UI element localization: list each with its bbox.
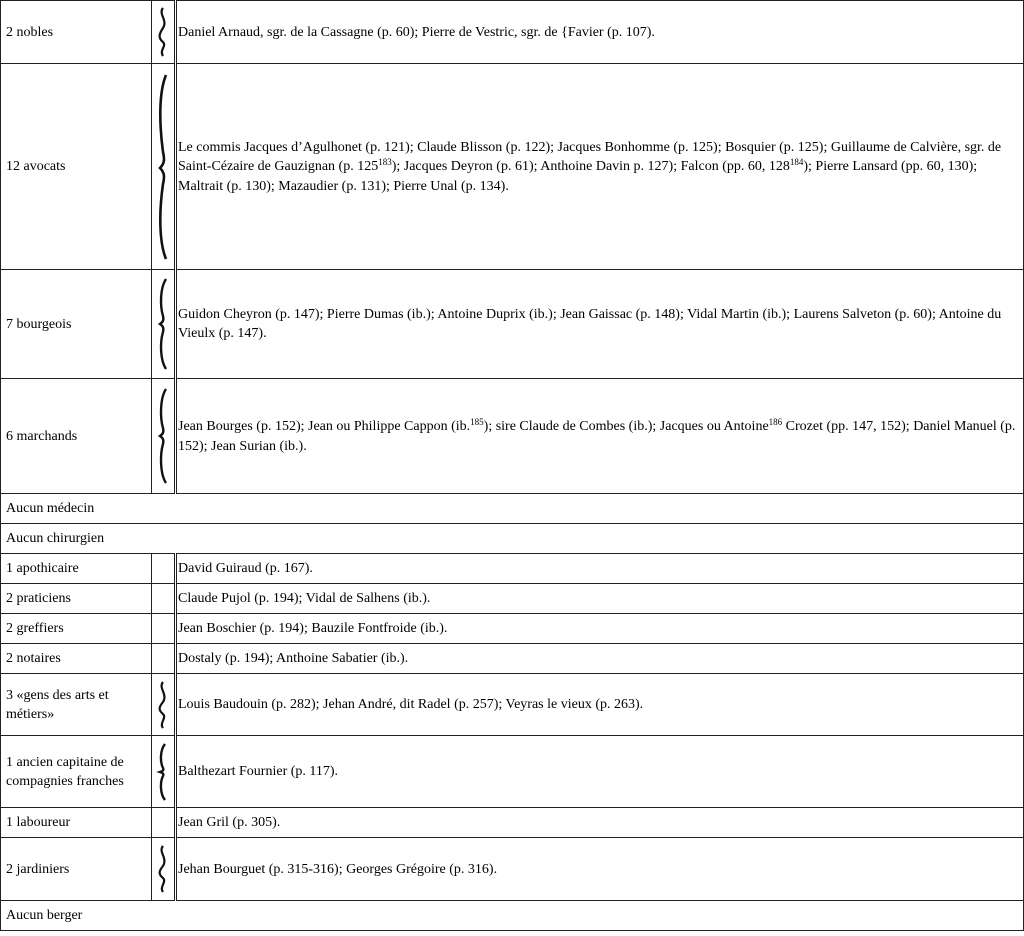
table-row bbox=[1, 644, 1024, 674]
table-row bbox=[1, 270, 1024, 379]
table-row bbox=[1, 674, 1024, 736]
brace-cell bbox=[152, 614, 176, 644]
names-cell: Jean Gril (p. 305). bbox=[176, 808, 1024, 838]
brace-icon bbox=[156, 386, 170, 486]
table-row bbox=[1, 614, 1024, 644]
brace-cell bbox=[152, 808, 176, 838]
names-text: ); Pierre Lansard (pp. 60, 130); Maltrait (p. 130); Mazaudier (p. 131); Pierre Unal (p. 134). bbox=[178, 158, 978, 194]
table-row bbox=[1, 838, 1024, 901]
brace-cell bbox=[152, 64, 176, 270]
names-text: ); Jacques Deyron (p. 61); Anthoine Davin p. 127); Falcon (pp. 60, 128 bbox=[391, 158, 790, 174]
table-row bbox=[1, 736, 1024, 808]
brace-cell bbox=[152, 270, 176, 379]
names-cell: Dostaly (p. 194); Anthoine Sabatier (ib.). bbox=[176, 644, 1024, 674]
full-width-cell: Aucun médecin bbox=[1, 494, 1024, 524]
footnote-ref: 185 bbox=[470, 416, 484, 427]
full-width-cell: Aucun berger bbox=[1, 901, 1024, 931]
names-text: Crozet (pp. 147, 152); Daniel Manuel (p. 152); Jean Surian (ib.). bbox=[178, 418, 1016, 454]
brace-cell bbox=[152, 584, 176, 614]
brace-icon bbox=[156, 6, 170, 58]
category-cell: 2 notaires bbox=[1, 644, 152, 674]
table-row bbox=[1, 524, 1024, 554]
table-row bbox=[1, 554, 1024, 584]
category-cell: 2 greffiers bbox=[1, 614, 152, 644]
brace-cell bbox=[152, 379, 176, 494]
brace-icon bbox=[156, 742, 170, 802]
footnote-ref: 183 bbox=[378, 156, 392, 167]
brace-icon bbox=[155, 72, 171, 262]
brace-icon bbox=[156, 680, 170, 730]
table-row bbox=[1, 494, 1024, 524]
names-cell bbox=[176, 379, 1024, 494]
names-cell: Balthezart Fournier (p. 117). bbox=[176, 736, 1024, 808]
footnote-ref: 186 bbox=[768, 416, 783, 427]
category-cell: 2 jardiniers bbox=[1, 838, 152, 901]
brace-icon bbox=[156, 844, 170, 894]
category-cell: 2 nobles bbox=[1, 1, 152, 64]
names-text: ); sire Claude de Combes (ib.); Jacques ou Antoine bbox=[483, 418, 769, 434]
names-cell: Claude Pujol (p. 194); Vidal de Salhens (ib.). bbox=[176, 584, 1024, 614]
names-cell: Louis Baudouin (p. 282); Jehan André, dit Radel (p. 257); Veyras le vieux (p. 263). bbox=[176, 674, 1024, 736]
names-cell: David Guiraud (p. 167). bbox=[176, 554, 1024, 584]
category-cell: 7 bourgeois bbox=[1, 270, 152, 379]
table-row bbox=[1, 808, 1024, 838]
category-cell: 1 ancien capitaine de compagnies franches bbox=[1, 736, 152, 808]
brace-cell bbox=[152, 1, 176, 64]
category-cell: 1 apothicaire bbox=[1, 554, 152, 584]
table-row bbox=[1, 1, 1024, 64]
brace-cell bbox=[152, 736, 176, 808]
names-cell: Jehan Bourguet (p. 315-316); Georges Grégoire (p. 316). bbox=[176, 838, 1024, 901]
category-cell: 12 avocats bbox=[1, 64, 152, 270]
full-width-cell: Aucun chirurgien bbox=[1, 524, 1024, 554]
table-row bbox=[1, 64, 1024, 270]
category-cell: 3 «gens des arts et métiers» bbox=[1, 674, 152, 736]
brace-icon bbox=[156, 276, 170, 372]
names-cell bbox=[176, 64, 1024, 270]
category-cell: 2 praticiens bbox=[1, 584, 152, 614]
table-row bbox=[1, 584, 1024, 614]
table-row bbox=[1, 901, 1024, 931]
names-cell: Jean Boschier (p. 194); Bauzile Fontfroide (ib.). bbox=[176, 614, 1024, 644]
category-cell: 1 laboureur bbox=[1, 808, 152, 838]
brace-cell bbox=[152, 838, 176, 901]
brace-cell bbox=[152, 644, 176, 674]
table-row bbox=[1, 379, 1024, 494]
brace-cell bbox=[152, 674, 176, 736]
names-cell: Guidon Cheyron (p. 147); Pierre Dumas (ib.); Antoine Duprix (ib.); Jean Gaissac (p. 148); Vidal Martin (ib.); Laurens Salveton (p. 60); Antoine du Vieulx (p. 147). bbox=[176, 270, 1024, 379]
footnote-ref: 184 bbox=[789, 156, 804, 167]
category-cell: 6 marchands bbox=[1, 379, 152, 494]
brace-cell bbox=[152, 554, 176, 584]
names-cell: Daniel Arnaud, sgr. de la Cassagne (p. 60); Pierre de Vestric, sgr. de {Favier (p. 107). bbox=[176, 1, 1024, 64]
names-text: Le commis Jacques d’Agulhonet (p. 121); Claude Blisson (p. 122); Jacques Bonhomme (p. 125); Bosquier (p. 125); Guillaume de Calvière, sgr. de Saint-Cézaire de Gauzignan (p. 125 bbox=[178, 139, 1002, 174]
names-text: Jean Bourges (p. 152); Jean ou Philippe Cappon (ib. bbox=[178, 418, 471, 434]
